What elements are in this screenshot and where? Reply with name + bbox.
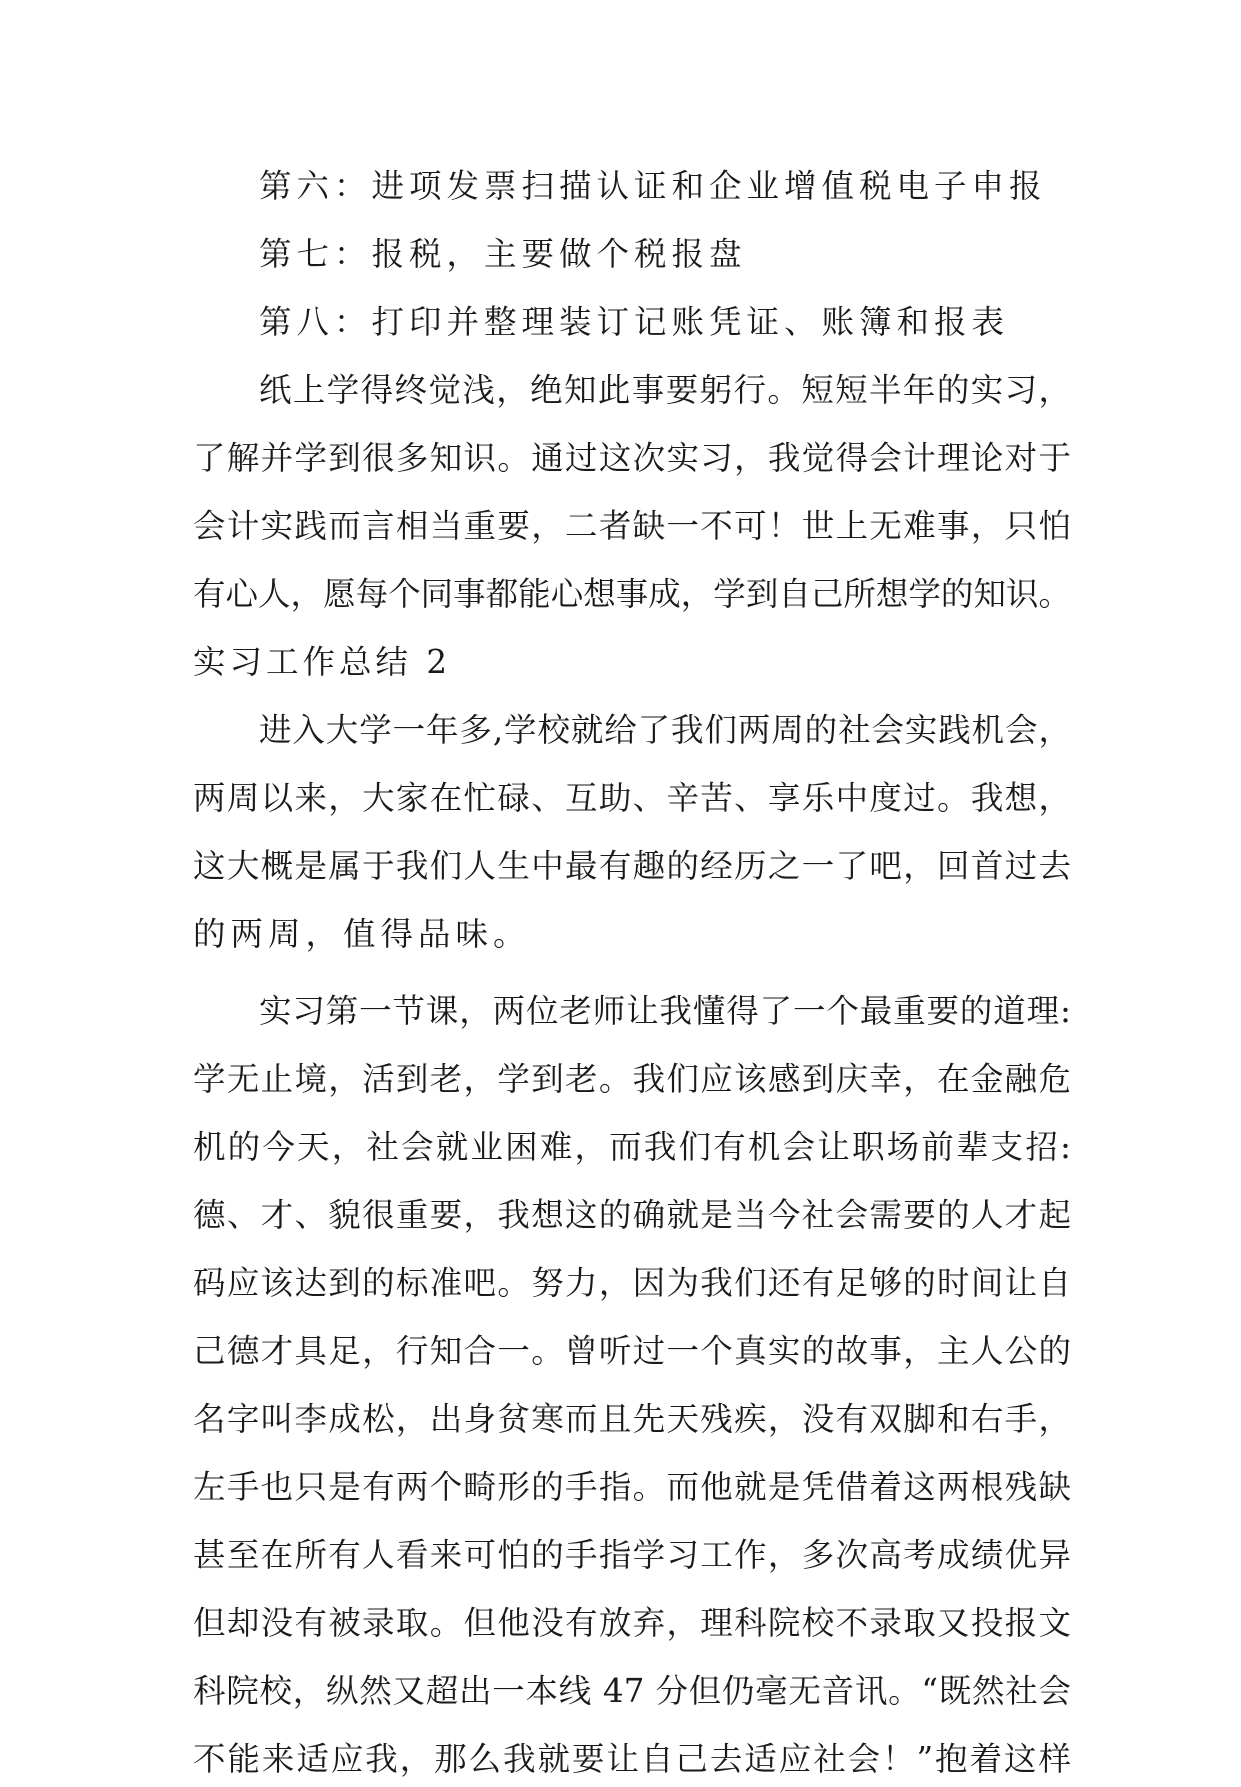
paragraph-line: 不能来适应我，那么我就要让自己去适应社会！”抱着这样 bbox=[193, 1740, 1071, 1778]
paragraph-line: 两周以来，大家在忙碌、互助、辛苦、享乐中度过。我想， bbox=[193, 779, 1071, 817]
list-item-step-8: 第八：打印并整理装订记账凭证、账簿和报表 bbox=[259, 303, 1010, 341]
paragraph-story bbox=[193, 983, 1071, 1787]
paragraph-line: 这大概是属于我们人生中最有趣的经历之一了吧，回首过去 bbox=[193, 847, 1071, 885]
paragraph-line: 进入大学一年多,学校就给了我们两周的社会实践机会， bbox=[259, 711, 1071, 749]
list-item-step-7: 第七：报税，主要做个税报盘 bbox=[259, 235, 747, 273]
section-heading: 实习工作总结 2 bbox=[193, 643, 452, 681]
paragraph-line: 了解并学到很多知识。通过这次实习，我觉得会计理论对于 bbox=[193, 439, 1071, 477]
paragraph-line: 有心人，愿每个同事都能心想事成，学到自己所想学的知识。 bbox=[193, 575, 1071, 613]
paragraph-line: 纸上学得终觉浅，绝知此事要躬行。短短半年的实习， bbox=[259, 371, 1071, 409]
paragraph-line: 机的今天，社会就业困难，而我们有机会让职场前辈支招: bbox=[193, 1128, 1071, 1166]
paragraph-line: 的两周，值得品味。 bbox=[193, 915, 531, 953]
paragraph-line: 但却没有被录取。但他没有放弃，理科院校不录取又投报文 bbox=[193, 1604, 1071, 1642]
paragraph-line: 甚至在所有人看来可怕的手指学习工作，多次高考成绩优异 bbox=[193, 1536, 1071, 1574]
paragraph-line: 学无止境，活到老，学到老。我们应该感到庆幸，在金融危 bbox=[193, 1060, 1071, 1098]
paragraph-line: 名字叫李成松，出身贫寒而且先天残疾，没有双脚和右手， bbox=[193, 1400, 1071, 1438]
document-body bbox=[193, 158, 1071, 1787]
paragraph-intro bbox=[193, 702, 1071, 962]
paragraph-line: 会计实践而言相当重要，二者缺一不可！世上无难事，只怕 bbox=[193, 507, 1071, 545]
paragraph-line: 左手也只是有两个畸形的手指。而他就是凭借着这两根残缺 bbox=[193, 1468, 1071, 1506]
paragraph-line: 德、才、貌很重要，我想这的确就是当今社会需要的人才起 bbox=[193, 1196, 1071, 1234]
paragraph-line: 码应该达到的标准吧。努力，因为我们还有足够的时间让自 bbox=[193, 1264, 1071, 1302]
paragraph-line: 己德才具足，行知合一。曾听过一个真实的故事，主人公的 bbox=[193, 1332, 1071, 1370]
paragraph-line: 实习第一节课，两位老师让我懂得了一个最重要的道理: bbox=[259, 992, 1071, 1030]
paragraph-line: 科院校，纵然又超出一本线 47 分但仍毫无音讯。“既然社会 bbox=[193, 1672, 1071, 1710]
paragraph-reflection bbox=[193, 362, 1071, 622]
list-item-step-6: 第六：进项发票扫描认证和企业增值税电子申报 bbox=[259, 167, 1047, 205]
